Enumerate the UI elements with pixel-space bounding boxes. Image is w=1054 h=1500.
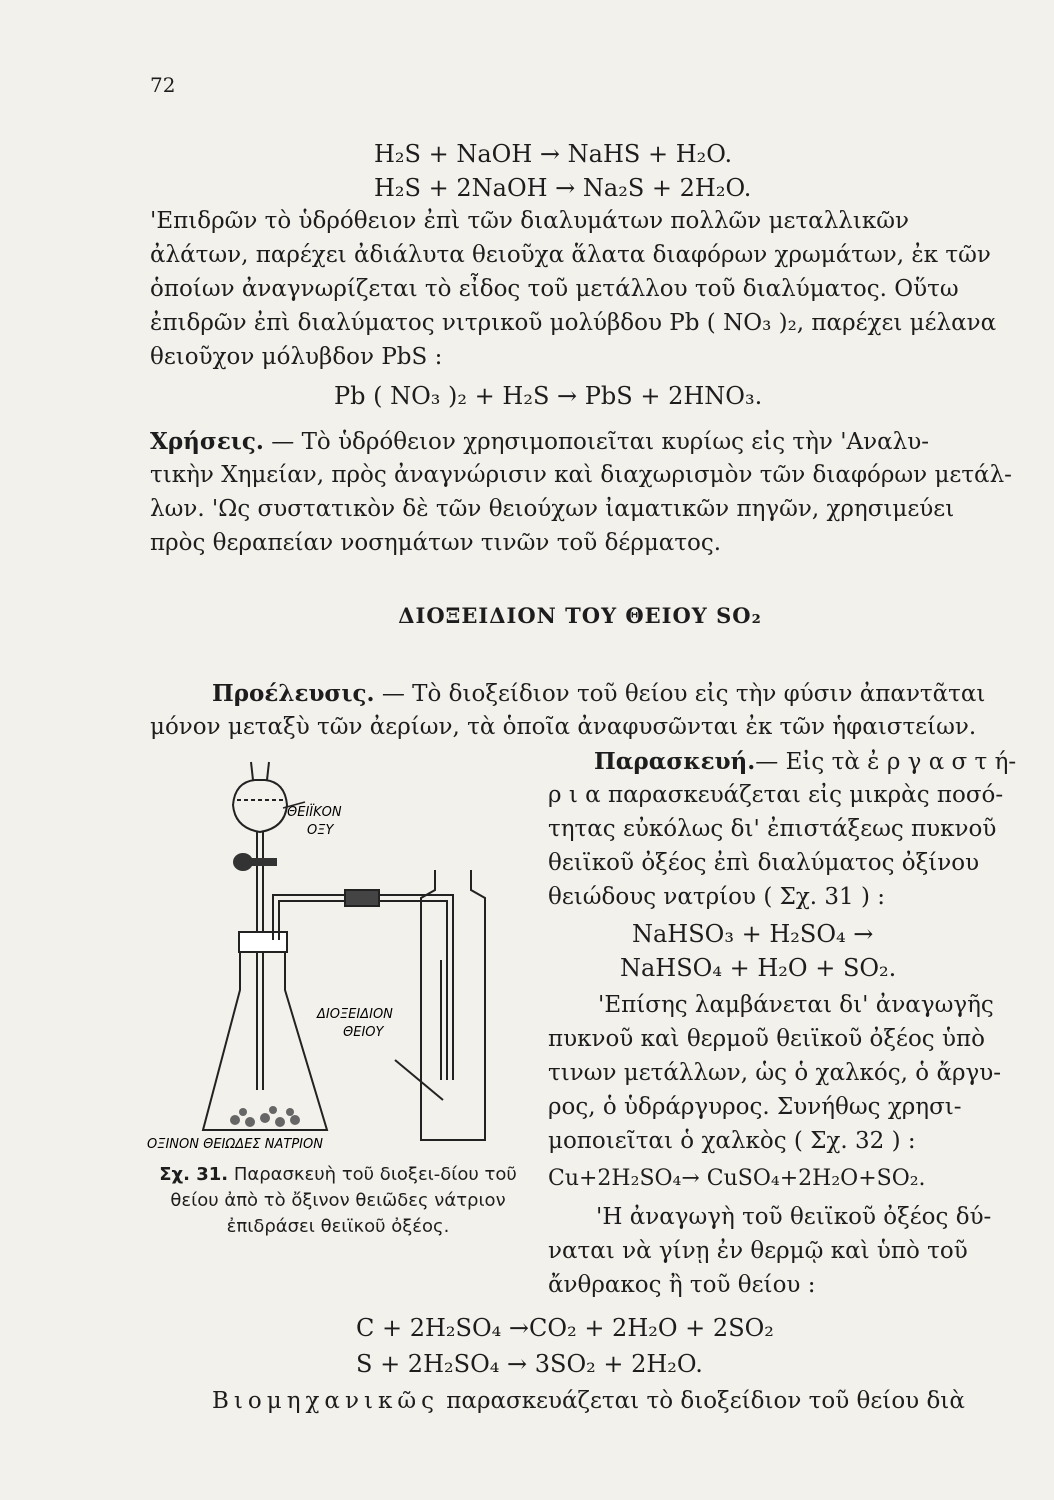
text-line: ρ ι α παρασκευάζεται εἰς μικρὰς ποσό- bbox=[548, 782, 1004, 808]
equation-carbon: C + 2H₂SO₄ →CO₂ + 2H₂O + 2SO₂ bbox=[356, 1314, 774, 1342]
text-line: μοποιεῖται ὁ χαλκὸς ( Σχ. 32 ) : bbox=[548, 1128, 916, 1154]
prep-title: Παρασκευή. bbox=[594, 748, 756, 775]
label-acid-1: ΘΕΙΪΚΟΝ bbox=[287, 805, 342, 820]
label-so2-1: ΔΙΟΞΕΙΔΙΟΝ bbox=[317, 1007, 393, 1022]
text-line: τητας εὐκόλως δι' ἐπιστάξεως πυκνοῦ bbox=[548, 816, 997, 842]
equation-h2s-2naoh: H₂S + 2NaOH → Na₂S + 2H₂O. bbox=[374, 174, 752, 202]
page-number: 72 bbox=[150, 73, 176, 97]
equation-h2s-naoh: H₂S + NaOH → NaHS + H₂O. bbox=[374, 140, 733, 168]
text-line: πυκνοῦ καὶ θερμοῦ θειϊκοῦ ὀξέος ὑπὸ bbox=[548, 1026, 985, 1052]
origin-title: Προέλευσις. bbox=[212, 680, 375, 707]
text-line: τικὴν Χημείαν, πρὸς ἀναγνώρισιν καὶ διαχωρισμὸν τῶν διαφόρων μετάλ- bbox=[150, 462, 1012, 488]
text-line: μόνον μεταξὺ τῶν ἀερίων, τὰ ὁποῖα ἀναφυσῶνται ἐκ τῶν ἡφαιστείων. bbox=[150, 714, 977, 740]
solid-pieces bbox=[230, 1106, 300, 1127]
text-line: ὁποίων ἀναγνωρίζεται τὸ εἶδος τοῦ μετάλλου τοῦ διαλύματος. Οὕτω bbox=[150, 276, 959, 302]
equation-copper: Cu+2H₂SO₄→ CuSO₄+2H₂O+SO₂. bbox=[548, 1166, 926, 1191]
text-line: 'Επιδρῶν τὸ ὑδρόθειον ἐπὶ τῶν διαλυμάτων πολλῶν μεταλλικῶν bbox=[150, 208, 909, 234]
text-line: τινων μετάλλων, ὡς ὁ χαλκός, ὁ ἄργυ- bbox=[548, 1060, 1001, 1086]
text-line: θειώδους νατρίου ( Σχ. 31 ) : bbox=[548, 884, 886, 910]
section-heading: ΔΙΟΞΕΙΔΙΟΝ ΤΟΥ ΘΕΙΟΥ SO₂ bbox=[398, 603, 762, 628]
text-line: ἀλάτων, παρέχει ἀδιάλυτα θειοῦχα ἅλατα διαφόρων χρωμάτων, ἐκ τῶν bbox=[150, 242, 991, 268]
dropping-funnel bbox=[233, 780, 287, 832]
text-line: πρὸς θεραπείαν νοσημάτων τινῶν τοῦ δέρματος. bbox=[150, 530, 722, 556]
text-line: 'Η ἀναγωγὴ τοῦ θειϊκοῦ ὀξέος δύ- bbox=[596, 1204, 992, 1230]
label-bottom: ΟΞΙΝΟΝ ΘΕΙΩΔΕΣ ΝΑΤΡΙΟΝ bbox=[147, 1137, 323, 1152]
prep-text: — Εἰς τὰ ἐ ρ γ α σ τ ή- bbox=[755, 749, 1017, 775]
equation-bisulfite-2: NaHSO₄ + H₂O + SO₂. bbox=[620, 954, 897, 982]
text-line: ναται νὰ γίνῃ ἐν θερμῷ καὶ ὑπὸ τοῦ bbox=[548, 1238, 968, 1264]
text-line: ρος, ὁ ὑδράργυρος. Συνήθως χρησι- bbox=[548, 1094, 962, 1120]
origin-text: — Τὸ διοξείδιον τοῦ θείου εἰς τὴν φύσιν ἀπαντᾶται bbox=[374, 681, 986, 707]
flask bbox=[203, 940, 327, 1130]
text-line bbox=[212, 680, 985, 707]
figure-caption bbox=[148, 1162, 528, 1240]
text-line: ἄνθρακος ἢ τοῦ θείου : bbox=[548, 1272, 816, 1298]
delivery-tube bbox=[273, 895, 453, 1080]
text-line: 'Επίσης λαμβάνεται δι' ἀναγωγῆς bbox=[598, 992, 994, 1018]
industrial-line bbox=[212, 1388, 965, 1414]
text-line bbox=[594, 748, 1016, 775]
text-line: θειϊκοῦ ὀξέος ἐπὶ διαλύματος ὀξίνου bbox=[548, 850, 980, 876]
uses-title: Χρήσεις. bbox=[150, 428, 264, 455]
industrial-text: παρασκευάζεται τὸ διοξείδιον τοῦ θείου διὰ bbox=[438, 1388, 965, 1414]
caption-number: Σχ. 31. bbox=[159, 1164, 229, 1185]
equation-bisulfite-1: NaHSO₃ + H₂SO₄ → bbox=[632, 920, 874, 948]
text-line: λων. 'Ως συστατικὸν δὲ τῶν θειούχων ἰαματικῶν πηγῶν, χρησιμεύει bbox=[150, 496, 955, 522]
industrial-word: Βιομηχανικῶς bbox=[212, 1388, 439, 1414]
equation-lead-nitrate: Pb ( NO₃ )₂ + H₂S → PbS + 2HNO₃. bbox=[334, 382, 763, 410]
label-so2-2: ΘΕΙΟΥ bbox=[343, 1025, 384, 1040]
label-acid-2: ΟΞΥ bbox=[307, 823, 334, 838]
text-line: ἐπιδρῶν ἐπὶ διαλύματος νιτρικοῦ μολύβδου Pb ( NO₃ )₂, παρέχει μέλανα bbox=[150, 310, 997, 336]
equation-sulfur: S + 2H₂SO₄ → 3SO₂ + 2H₂O. bbox=[356, 1350, 703, 1378]
apparatus-figure bbox=[147, 760, 505, 1152]
uses-text: — Τὸ ὑδρόθειον χρησιμοποιεῖται κυρίως εἰς τὴν 'Αναλυ- bbox=[263, 429, 929, 455]
caption-text: Παρασκευὴ τοῦ διοξει-δίου τοῦ θείου ἀπὸ τὸ ὄξινον θειῶδες νάτριον ἐπιδράσει θειϊκοῦ ὀξέος. bbox=[170, 1164, 517, 1237]
text-line bbox=[150, 428, 929, 455]
text-line: θειοῦχον μόλυβδον PbS : bbox=[150, 344, 443, 370]
